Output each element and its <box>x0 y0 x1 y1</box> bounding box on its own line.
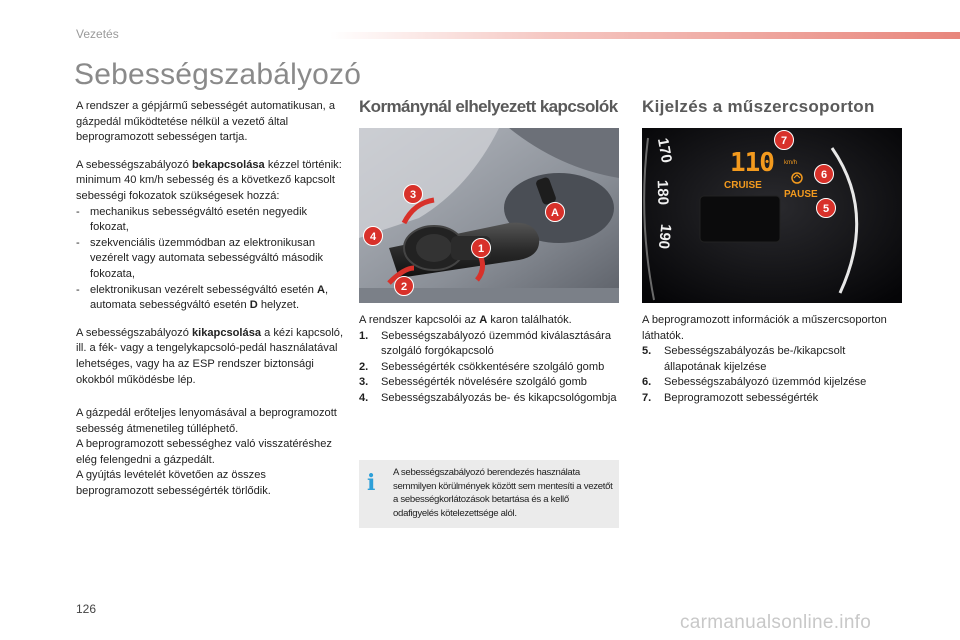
instrument-cluster-photo <box>642 128 902 303</box>
marker-5: 5 <box>816 198 836 218</box>
instrument-display-heading: Kijelzés a műszercsoporton <box>642 97 875 116</box>
page-title: Sebességszabályozó <box>74 58 362 91</box>
control-item: 1. Sebességszabályozó üzemmód kiválasztására szolgáló forgókapcsoló <box>359 329 612 358</box>
deactivation-paragraph: A sebességszabályozó kikapcsolása a kézi kapcsoló, ill. a fék- vagy a tengelykapcsoló-pedál használatával lehetséges, vagy ha az ESP rendszer biztonsági okokból működésbe lép. <box>76 326 344 386</box>
marker-4: 4 <box>363 226 383 246</box>
intro-paragraph: A rendszer a gépjármű sebességét automatikusan, a gázpedál működtetése nélkül a vezető által beprogramozott sebességen tartja. <box>76 100 336 144</box>
override-paragraph: A gázpedál erőteljes lenyomásával a beprogramozott sebesség átmenetileg túlléphető. A beprogramozott sebességhez való visszatéréshez elég felengedni a gázpedált. A gyújtás levételét követően az összes beprogramozott sebességérték törlődik. <box>76 407 337 498</box>
marker-6: 6 <box>814 164 834 184</box>
condition-item: - szekvenciális üzemmódban az elektronikusan vezérelt vagy automata sebességváltó második fokozata, <box>76 236 324 280</box>
left-column <box>76 99 346 500</box>
marker-1: 1 <box>471 238 491 258</box>
display-item: 7. Beprogramozott sebességérték <box>642 391 819 404</box>
marker-2: 2 <box>394 276 414 296</box>
steering-controls-text <box>359 313 619 407</box>
set-speed-value: 110 <box>730 148 774 178</box>
display-item: 5. Sebességszabályozás be-/kikapcsolt állapotának kijelzése <box>642 345 846 373</box>
steering-switch-photo <box>359 128 619 303</box>
display-intro: A beprogramozott információk a műszercsoporton láthatók. <box>642 314 887 342</box>
steering-controls-heading: Kormánynál elhelyezett kapcsolók <box>359 97 618 116</box>
dial-label-170: 170 <box>653 136 676 165</box>
speed-unit: km/h <box>784 160 798 166</box>
control-item: 3. Sebességérték növelésére szolgáló gomb <box>359 376 587 389</box>
instrument-display-text <box>642 313 904 407</box>
condition-item: - elektronikusan vezérelt sebességváltó esetén A, automata sebességváltó esetén D helyzet. <box>76 283 329 312</box>
dial-label-180: 180 <box>653 179 672 206</box>
marker-7: 7 <box>774 130 794 150</box>
watermark: carmanualsonline.info <box>680 612 872 633</box>
control-item: 4. Sebességszabályozás be- és kikapcsológombja <box>359 391 617 404</box>
section-label: Vezetés <box>76 27 119 41</box>
pause-label: PAUSE <box>784 189 818 200</box>
condition-item: - mechanikus sebességváltó esetén negyedik fokozat, <box>76 205 308 234</box>
control-item: 2. Sebességérték csökkentésére szolgáló gomb <box>359 360 605 373</box>
cruise-label: CRUISE <box>724 180 762 191</box>
marker-a: A <box>545 202 565 222</box>
dial-label-190: 190 <box>654 223 675 250</box>
display-item: 6. Sebességszabályozó üzemmód kijelzése <box>642 376 867 389</box>
activation-paragraph: A sebességszabályozó bekapcsolása kézzel történik: minimum 40 km/h sebesség és a következő kapcsolt sebességi fokozatok szükségesek hozzá: <box>76 158 342 202</box>
controls-intro: A rendszer kapcsolói az A karon találhatók. <box>359 314 572 326</box>
info-box <box>359 460 619 528</box>
header-accent-bar <box>330 32 960 39</box>
page-number: 126 <box>76 602 97 616</box>
marker-3: 3 <box>403 184 423 204</box>
info-text: A sebességszabályozó berendezés használata semmilyen körülmények között sem mentesíti a vezetőt a sebességkorlátozások betartása és a kellő odafigyelés kötelezettsége alól. <box>393 467 613 519</box>
info-icon: i <box>367 470 376 496</box>
